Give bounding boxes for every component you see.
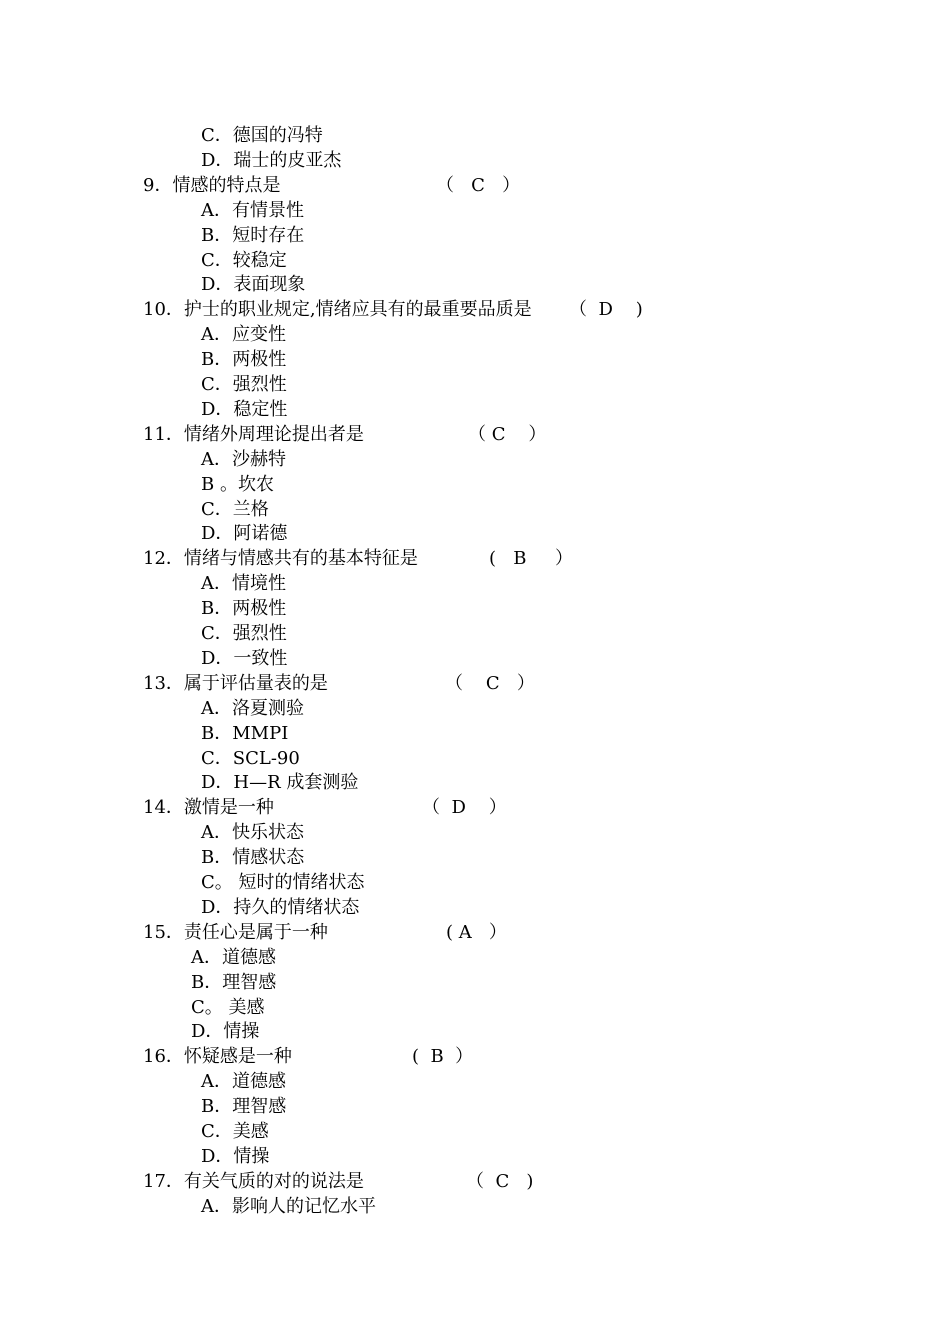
answer-bracket: （ D ) [569, 299, 643, 320]
option-text: D．一致性 [201, 648, 288, 669]
option-text: A．影响人的记忆水平 [201, 1196, 376, 1217]
option-text: A．快乐状态 [201, 822, 304, 843]
question-text: 15．责任心是属于一种 [143, 922, 328, 943]
option-text: D．H—R 成套测验 [201, 772, 359, 793]
option-text: C．较稳定 [201, 250, 287, 271]
option-text: D．瑞士的皮亚杰 [201, 150, 342, 171]
option-text: C．强烈性 [201, 623, 287, 644]
question-text: 11．情绪外周理论提出者是 [143, 424, 364, 445]
option-text: B．短时存在 [201, 225, 305, 246]
option-text: B．MMPI [201, 723, 289, 744]
answer-bracket: （ C ） [445, 673, 535, 694]
answer-bracket: ( A ） [446, 922, 507, 943]
option-text: C．德国的冯特 [201, 125, 323, 146]
answer-bracket: （ C ） [468, 424, 547, 445]
option-text: D．表面现象 [201, 274, 306, 295]
option-text: A．沙赫特 [201, 449, 286, 470]
question-text: 13．属于评估量表的是 [143, 673, 328, 694]
option-text: D．情操 [201, 1146, 270, 1167]
option-text: C。 短时的情绪状态 [201, 872, 365, 893]
option-text: B．两极性 [201, 349, 287, 370]
answer-bracket: ( B ） [489, 548, 574, 569]
option-text: A．道德感 [201, 1071, 286, 1092]
answer-bracket: （ C ） [436, 175, 521, 196]
question-text: 9．情感的特点是 [143, 175, 281, 196]
answer-bracket: （ C ) [466, 1171, 534, 1192]
question-text: 12．情绪与情感共有的基本特征是 [143, 548, 418, 569]
option-text: A．应变性 [201, 324, 286, 345]
option-text: C。 美感 [191, 997, 265, 1018]
option-text: A．情境性 [201, 573, 286, 594]
question-text: 14．激情是一种 [143, 797, 274, 818]
option-text: B 。坎农 [201, 474, 274, 495]
question-text: 17．有关气质的对的说法是 [143, 1171, 364, 1192]
question-text: 10．护士的职业规定,情绪应具有的最重要品质是 [143, 299, 532, 320]
option-text: C．兰格 [201, 499, 269, 520]
option-text: B．理智感 [191, 972, 277, 993]
option-text: C．美感 [201, 1121, 269, 1142]
answer-bracket: （ D ） [422, 797, 507, 818]
option-text: B．情感状态 [201, 847, 305, 868]
option-text: D．稳定性 [201, 399, 288, 420]
option-text: B．理智感 [201, 1096, 287, 1117]
answer-bracket: ( B ） [412, 1046, 474, 1067]
option-text: A．道德感 [191, 947, 276, 968]
option-text: D．情操 [191, 1021, 260, 1042]
option-text: C．强烈性 [201, 374, 287, 395]
option-text: D．持久的情绪状态 [201, 897, 360, 918]
option-text: A．洛夏测验 [201, 698, 304, 719]
question-text: 16．怀疑感是一种 [143, 1046, 292, 1067]
option-text: D．阿诺德 [201, 523, 288, 544]
option-text: B．两极性 [201, 598, 287, 619]
option-text: A．有情景性 [201, 200, 304, 221]
option-text: C．SCL-90 [201, 748, 300, 769]
